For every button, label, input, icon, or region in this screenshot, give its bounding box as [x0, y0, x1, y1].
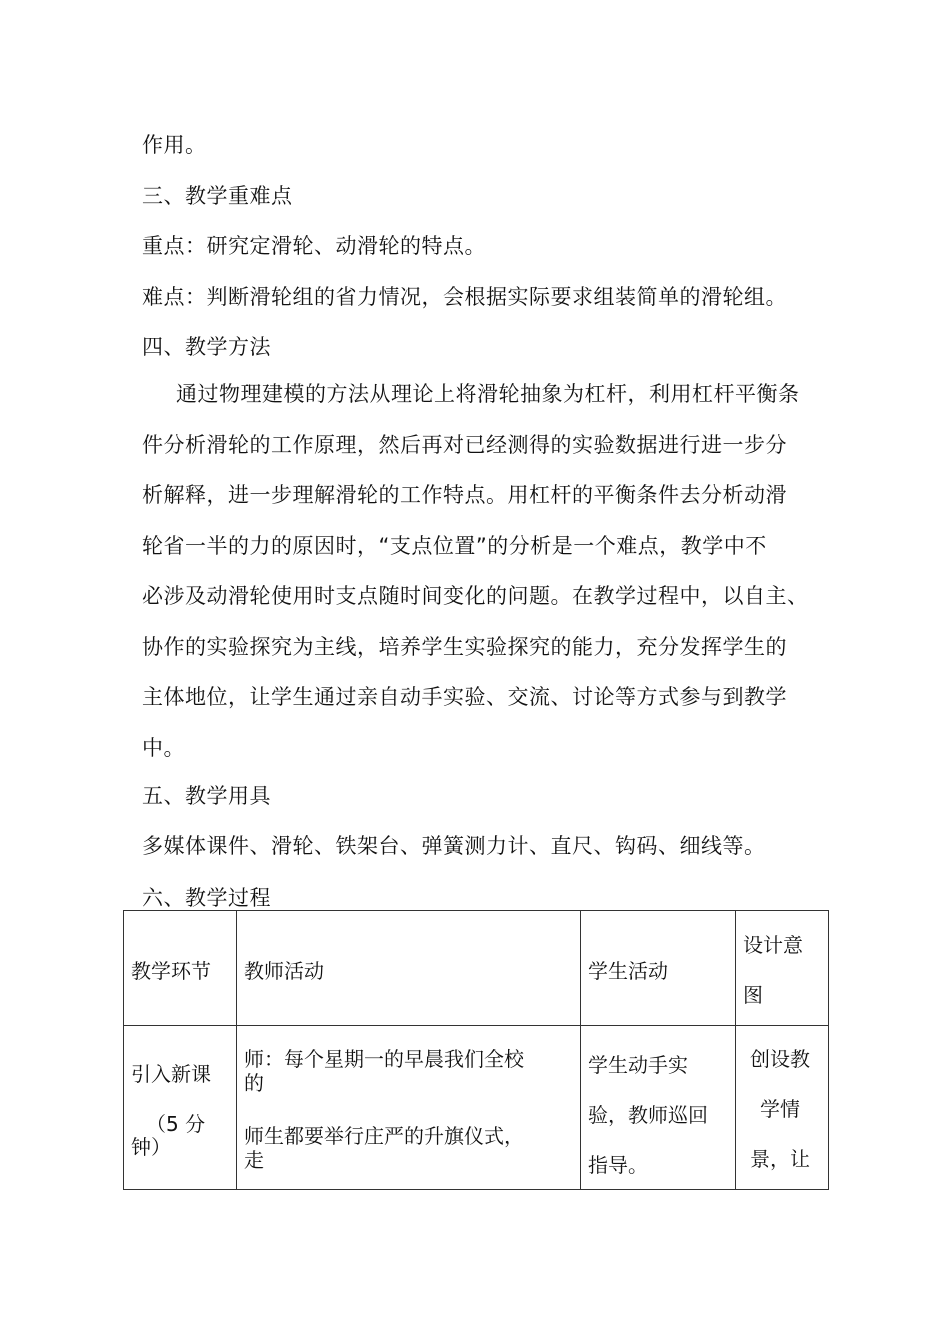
process-table: [123, 910, 829, 1190]
section-heading-process: 六、教学过程: [142, 886, 271, 910]
method-paragraph: [142, 380, 842, 784]
teacher-activity-text: 师生都要举行庄严的升旗仪式，: [244, 1124, 524, 1148]
table-row: [124, 1026, 829, 1190]
paragraph-line: 件分析滑轮的工作原理，然后再对已经测得的实验数据进行进一步分: [142, 432, 787, 457]
design-intent-text: 创设教: [750, 1047, 810, 1071]
text-line: 作用。: [142, 133, 207, 157]
stage-cell: [124, 1026, 237, 1190]
stage-text: （5 分: [146, 1112, 206, 1136]
header-label: 图: [743, 983, 763, 1007]
header-label: 设计意: [743, 933, 803, 957]
teacher-activity-text: 的: [244, 1071, 264, 1095]
header-label: 教师活动: [244, 959, 324, 983]
header-label: 教学环节: [131, 959, 211, 983]
paragraph-line: 必涉及动滑轮使用时支点随时间变化的问题。在教学过程中，以自主、: [142, 584, 809, 608]
section-heading-key-points: 三、教学重难点: [142, 184, 293, 208]
design-intent-text: 景，让: [750, 1147, 810, 1171]
stage-text: 钟）: [131, 1135, 171, 1159]
design-intent-cell: [736, 1026, 829, 1190]
paragraph-line: 轮省一半的力的原因时，“支点位置”的分析是一个难点，教学中不: [142, 533, 767, 558]
design-intent-text: 学情: [760, 1097, 800, 1121]
paragraph-line: 协作的实验探究为主线，培养学生实验探究的能力，充分发挥学生的: [142, 634, 787, 659]
tools-list: 多媒体课件、滑轮、铁架台、弹簧测力计、直尺、钩码、细线等。: [142, 834, 766, 858]
teacher-activity-text: 师：每个星期一的早晨我们全校: [244, 1047, 524, 1071]
section-heading-tools: 五、教学用具: [142, 784, 271, 808]
teacher-activity-text: 走: [244, 1148, 264, 1172]
header-cell-design: [736, 911, 829, 1026]
header-cell-teacher: [237, 911, 581, 1026]
paragraph-line: 析解释，进一步理解滑轮的工作特点。用杠杆的平衡条件去分析动滑: [142, 483, 787, 507]
student-activity-cell: [581, 1026, 736, 1190]
paragraph-line: 主体地位，让学生通过亲自动手实验、交流、讨论等方式参与到教学: [142, 685, 787, 709]
section-heading-method: 四、教学方法: [142, 335, 271, 359]
stage-text: 引入新课: [131, 1062, 211, 1086]
student-activity-text: 验，教师巡回: [588, 1103, 708, 1127]
difficult-point-text: 难点：判断滑轮组的省力情况，会根据实际要求组装简单的滑轮组。: [142, 285, 787, 309]
key-point-text: 重点：研究定滑轮、动滑轮的特点。: [142, 234, 486, 258]
student-activity-text: 指导。: [588, 1153, 648, 1177]
table-header-row: [124, 911, 829, 1026]
paragraph-line: 通过物理建模的方法从理论上将滑轮抽象为杠杆，利用杠杆平衡条: [176, 382, 800, 406]
header-cell-student: [581, 911, 736, 1026]
header-label: 学生活动: [588, 959, 668, 983]
student-activity-text: 学生动手实: [588, 1053, 688, 1077]
paragraph-line: 中。: [142, 735, 185, 760]
teacher-activity-cell: [237, 1026, 581, 1190]
header-cell-stage: [124, 911, 237, 1026]
